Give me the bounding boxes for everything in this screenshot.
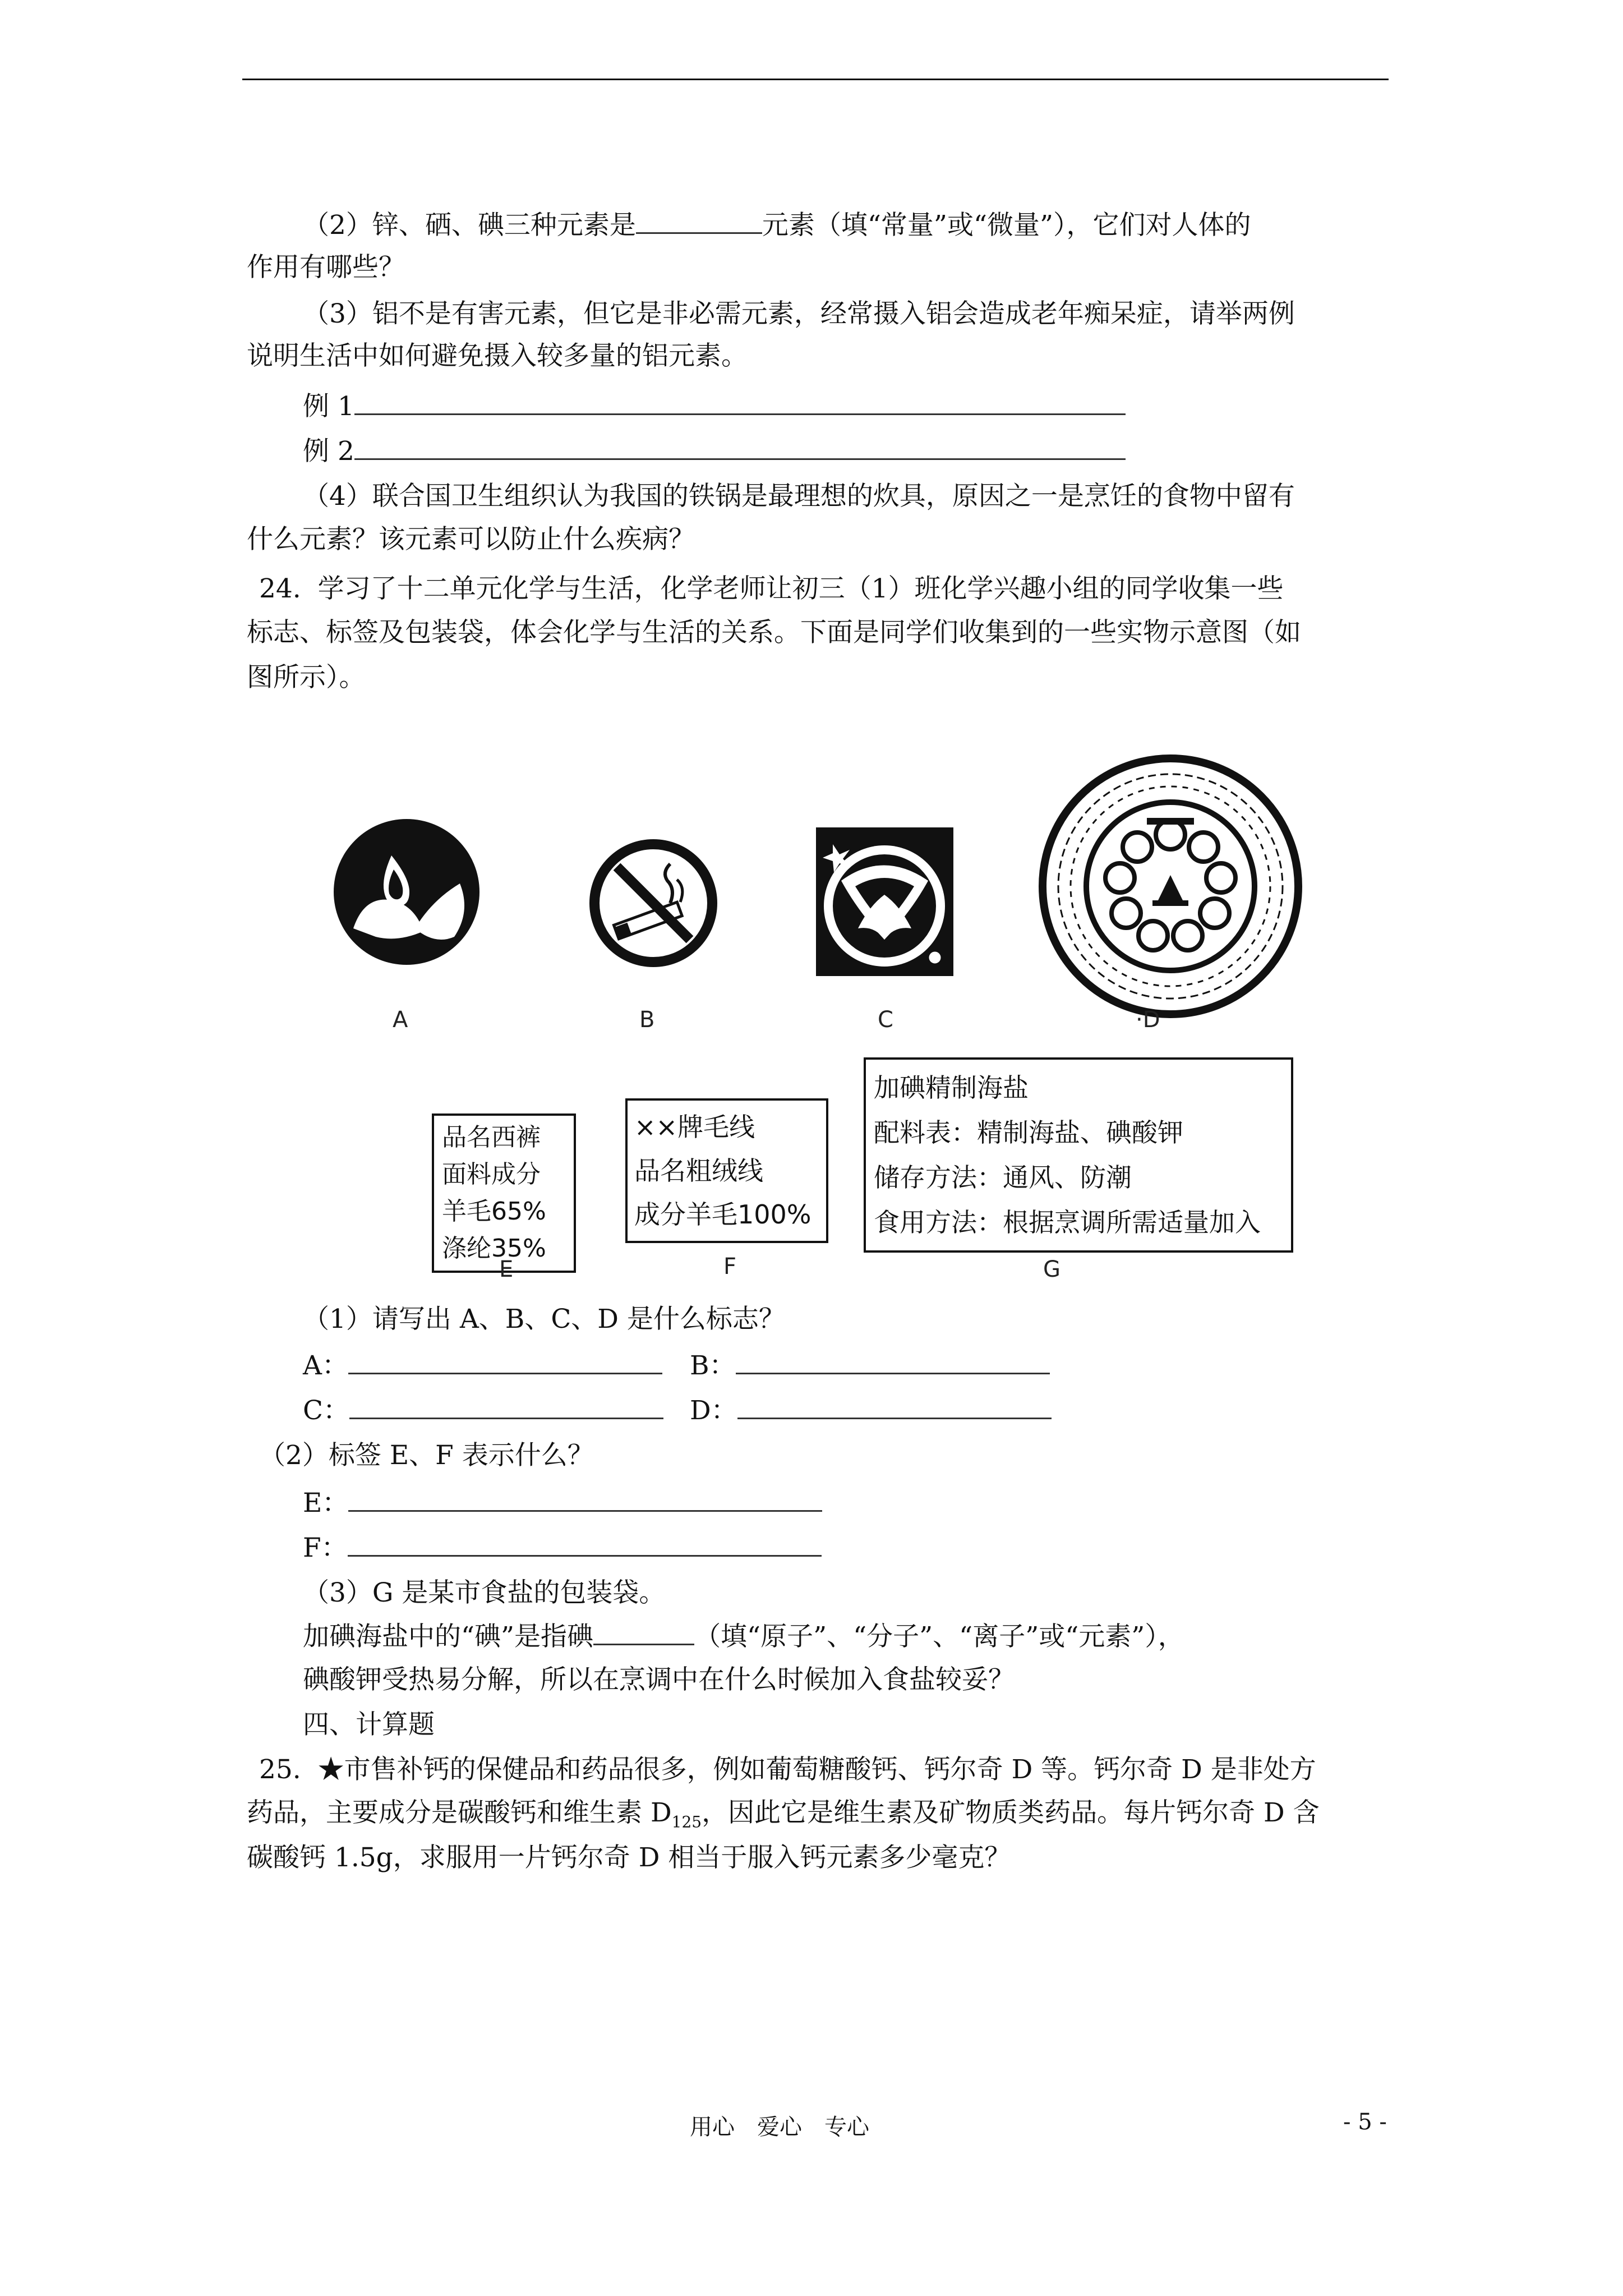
logo-c-green-food-emblem [816,827,953,976]
q25-line3: 碳酸钙 1.5g，求服用一片钙尔奇 D 相当于服入钙元素多少毫克？ [247,1842,1011,1873]
answer-blank-f[interactable] [348,1533,822,1557]
q24-sub3: （3）G 是某市食盐的包装袋。 [303,1577,666,1608]
figure-letter-b: B [639,1007,655,1033]
label-g-line: 储存方法：通风、防潮 [874,1162,1132,1193]
q24-sub3-question-line1: 加碘海盐中的“碘”是指碘 （填“原子”、“分子”、“离子”或“元素”）， [303,1621,1184,1652]
label-g-salt-package [864,1057,1293,1253]
label-g-line: 食用方法：根据烹调所需适量加入 [874,1207,1261,1237]
figure-letter-e: E [499,1257,514,1282]
environmental-seal-icon [1038,752,1304,1021]
q24-sub1: （1）请写出 A、B、C、D 是什么标志？ [303,1304,785,1335]
q23-part3-line1: （3）铝不是有害元素，但它是非必需元素，经常摄入铝会造成老年痴呆症，请举两例 [303,298,1295,329]
label-f-line: ××牌毛线 [634,1112,755,1142]
answer-line-d: D： [690,1394,1052,1428]
answer-blank-b[interactable] [736,1350,1050,1374]
q24-intro-line3: 图所示）。 [247,662,366,693]
figure-letter-c: C [878,1007,893,1033]
q25-line2: 药品，主要成分是碳酸钙和维生素 $D_{125}$，因此它是维生素及矿物质类药品。每片钙尔奇 D 含 [247,1797,1320,1832]
figure-letter-a: A [393,1007,408,1033]
answer-blank[interactable] [636,210,762,234]
q23-part2-line1: （2）锌、硒、碘三种元素是 元素（填“常量”或“微量”），它们对人体的 [303,210,1251,241]
label-g-line: 配料表：精制海盐、碘酸钾 [874,1117,1183,1148]
section-heading-calculation: 四、计算题 [303,1709,435,1740]
q24-intro-line2: 标志、标签及包装袋，体会化学与生活的关系。下面是同学们收集到的一些实物示意图（如 [247,617,1301,648]
answer-line-f: F： [303,1531,822,1565]
answer-blank-c[interactable] [349,1395,663,1419]
header-rule [242,79,1389,80]
example-2-line: 例 2 [303,435,1126,468]
label-f-line: 品名粗绒线 [634,1156,763,1186]
label-e-clothing-tag [432,1114,576,1273]
no-smoking-icon [586,836,721,970]
label-e-line: 涤纶35% [442,1234,546,1263]
q24-intro-line1: 24. 学习了十二单元化学与生活，化学老师让初三（1）班化学兴趣小组的同学收集一些 [259,573,1284,604]
q23-part3-line2: 说明生活中如何避免摄入较多量的铝元素。 [247,341,748,371]
answer-blank-d[interactable] [737,1395,1052,1419]
answer-blank-iodine[interactable] [593,1621,694,1645]
q23-part4-line1: （4）联合国卫生组织认为我国的铁锅是最理想的炊具，原因之一是烹饪的食物中留有 [303,481,1295,512]
label-e-line: 面料成分 [442,1160,541,1189]
answer-blank-a[interactable] [348,1350,662,1374]
figure-letter-f: F [723,1254,737,1280]
answer-blank-e[interactable] [348,1488,822,1512]
answer-line-a: A： [303,1349,662,1383]
example-1-line: 例 1 [303,390,1126,424]
answer-line-e: E： [303,1487,822,1520]
label-e-line: 品名西裤 [442,1123,541,1152]
footer-motto: 用心 爱心 专心 [690,2114,869,2140]
figure-letter-d: ·D [1136,1007,1160,1033]
label-f-line: 成分羊毛100% [634,1199,811,1230]
q23-part4-line2: 什么元素？该元素可以防止什么疾病？ [247,524,695,555]
q25-line1: 25. ★市售补钙的保健品和药品很多，例如葡萄糖酸钙、钙尔奇 D 等。钙尔奇 D 是非处方 [259,1754,1316,1785]
example-2-blank[interactable] [354,436,1126,460]
vitamin-subscript: 125 [671,1812,702,1832]
label-f-yarn-tag [625,1098,828,1243]
logo-a-water-emblem [331,816,482,968]
answer-line-c: C： [303,1394,663,1428]
answer-line-b: B： [690,1349,1050,1383]
label-g-line: 加碘精制海盐 [874,1073,1029,1103]
q23-part2-line2: 作用有哪些？ [247,252,405,283]
q24-sub2: （2）标签 E、F 表示什么？ [259,1440,594,1471]
example-1-blank[interactable] [354,391,1126,415]
label-e-line: 羊毛65% [442,1197,546,1226]
figure-letter-g: G [1043,1257,1061,1282]
page-number: - 5 - [1343,2109,1387,2135]
q24-sub3-question-line2: 碘酸钾受热易分解，所以在烹调中在什么时候加入食盐较妥？ [303,1664,1015,1695]
